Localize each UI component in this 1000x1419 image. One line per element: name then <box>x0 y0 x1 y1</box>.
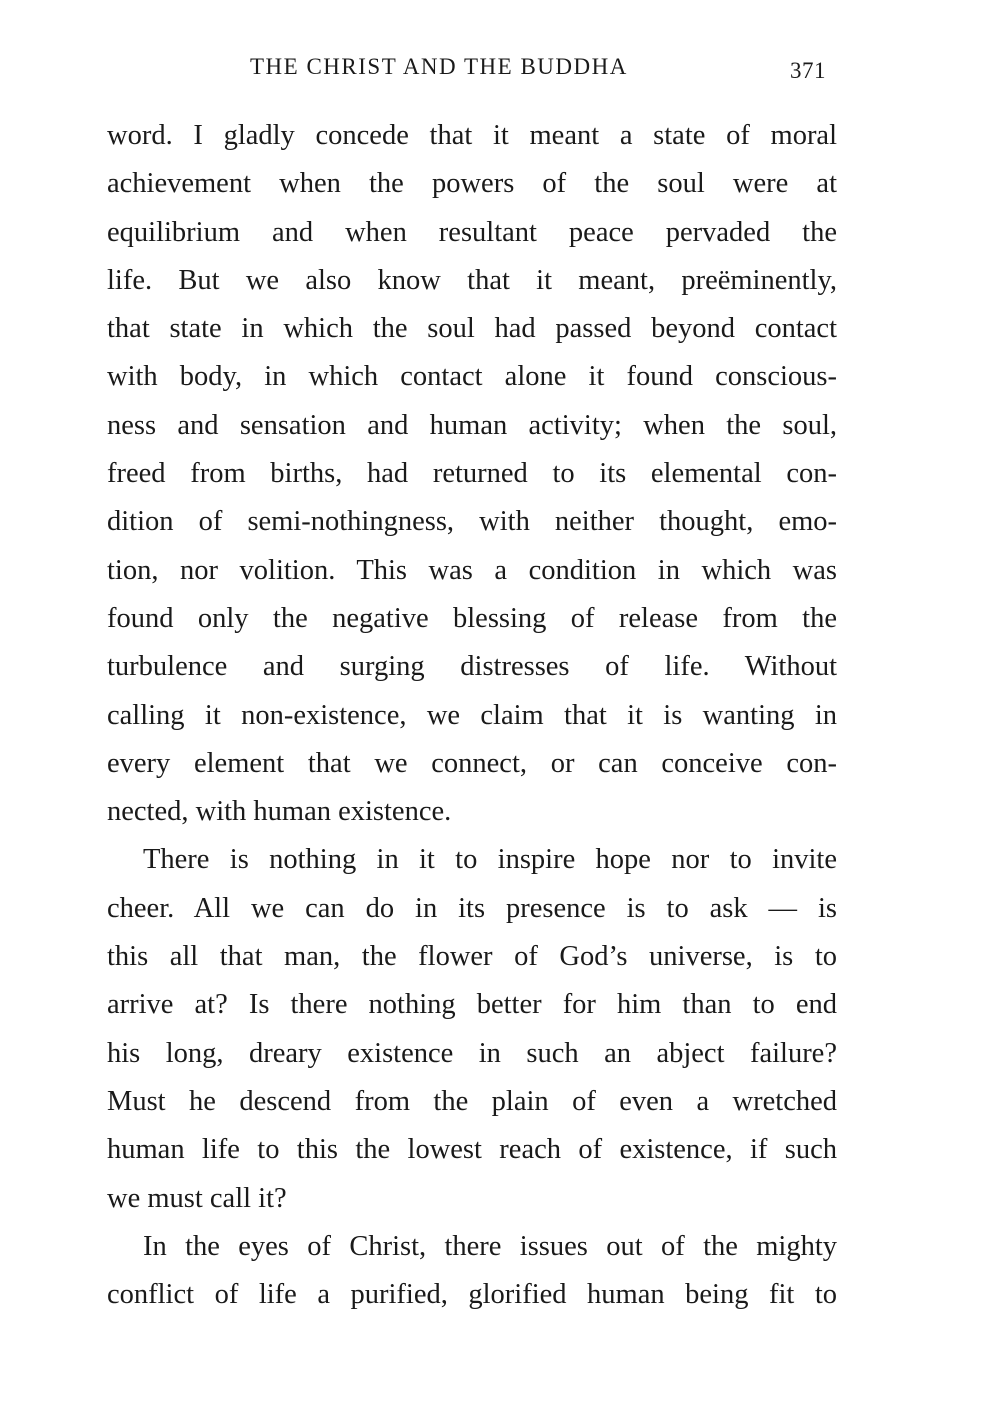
text-line: nected, with human existence. <box>107 796 452 828</box>
text-line: this all that man, the flower of God’s universe, is to <box>107 941 837 973</box>
paragraph-first-line: In the eyes of Christ, there issues out of the mighty <box>143 1230 837 1262</box>
text-line: equilibrium and when resultant peace pervaded the <box>107 216 837 248</box>
text-line: found only the negative blessing of release from the <box>107 602 837 634</box>
text-line: human life to this the lowest reach of existence, if such <box>107 1134 837 1166</box>
text-line: freed from births, had returned to its elemental con- <box>107 458 837 490</box>
text-line: that state in which the soul had passed beyond contact <box>107 313 837 345</box>
text-line: ness and sensation and human activity; when the soul, <box>107 409 837 441</box>
running-head <box>0 50 1000 84</box>
text-line: every element that we connect, or can conceive con- <box>107 747 837 779</box>
text-line: cheer. All we can do in its presence is to ask — is <box>107 892 837 924</box>
text-line: calling it non-existence, we claim that it is wanting in <box>107 699 837 731</box>
body-text <box>107 112 837 1319</box>
running-title: THE CHRIST AND THE BUDDHA <box>250 54 628 79</box>
text-line: life. But we also know that it meant, preëminently, <box>107 264 837 296</box>
text-line: Must he descend from the plain of even a wretched <box>107 1085 837 1117</box>
text-line: word. I gladly concede that it meant a state of moral <box>107 120 837 151</box>
text-line: arrive at? Is there nothing better for him than to end <box>107 989 837 1021</box>
text-line: achievement when the powers of the soul were at <box>107 168 837 200</box>
text-line: turbulence and surging distresses of life. Without <box>107 651 837 683</box>
text-line: his long, dreary existence in such an abject failure? <box>107 1037 837 1069</box>
text-line: dition of semi-nothingness, with neither thought, emo- <box>107 506 837 538</box>
text-line: tion, nor volition. This was a condition in which was <box>107 554 837 586</box>
text-line: with body, in which contact alone it found conscious- <box>107 361 837 393</box>
paragraph-first-line: There is nothing in it to inspire hope nor to invite <box>143 844 837 876</box>
text-line: we must call it? <box>107 1182 287 1214</box>
page-number: 371 <box>790 58 826 83</box>
text-line: conflict of life a purified, glorified human being fit to <box>107 1279 837 1311</box>
